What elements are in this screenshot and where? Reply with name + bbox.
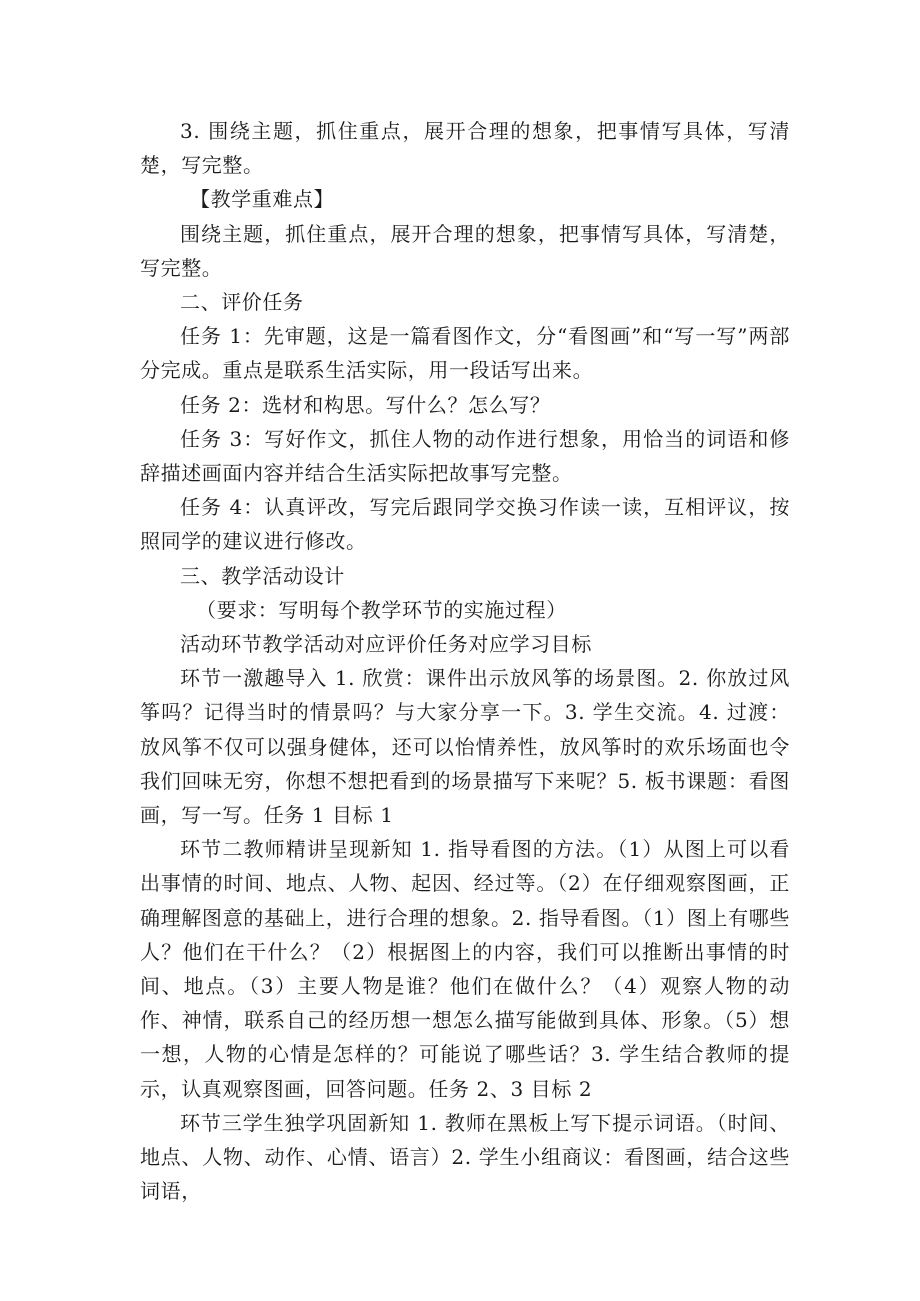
section-3-heading: 三、教学活动设计 (180, 563, 345, 588)
activity-table-header: 活动环节教学活动对应评价任务对应学习目标 (180, 632, 592, 657)
section-2-heading: 二、评价任务 (180, 290, 304, 315)
document-body (140, 114, 790, 1209)
teaching-key-difficulty-heading: 【教学重难点】 (190, 187, 335, 212)
task-2-paragraph: 任务 2：选材和构思。写什么？怎么写？ (180, 392, 551, 417)
activity-step-1-paragraph: 环节一激趣导入 1. 欣赏：课件出示放风筝的场景图。2. 你放过风筝吗？记得当时的情景吗？与大家分享一下。3. 学生交流。4. 过渡：放风筝不仅可以强身健体，还可以怡情养性，放风筝时的欢乐场面也令我们回味无穷，你想不想把看到的场景描写下来呢？5. 板书课题：看图画，写一写。任务 1 目标 1 (140, 666, 790, 828)
requirement-note: （要求：写明每个教学环节的实施过程） (196, 597, 567, 622)
activity-step-3-paragraph: 环节三学生独学巩固新知 1. 教师在黑板上写下提示词语。（时间、地点、人物、动作、心情、语言）2. 学生小组商议：看图画，结合这些词语， (140, 1110, 790, 1204)
task-4-paragraph: 任务 4：认真评改，写完后跟同学交换习作读一读，互相评议，按照同学的建议进行修改。 (140, 495, 790, 554)
activity-step-2-paragraph: 环节二教师精讲呈现新知 1. 指导看图的方法。（1）从图上可以看出事情的时间、地点、人物、起因、经过等。（2）在仔细观察图画，正确理解图意的基础上，进行合理的想象。2. 指导看图。（1）图上有哪些人？他们在干什么？（2）根据图上的内容，我们可以推断出事情的时间、地点。（3）主要人物是谁？他们在做什么？（4）观察人物的动作、神情，联系自己的经历想一想怎么描写能做到具体、形象。（5）想一想，人物的心情是怎样的？可能说了哪些话？3. 学生结合教师的提示，认真观察图画，回答问题。任务 2、3 目标 2 (140, 837, 790, 1101)
task-1-paragraph: 任务 1：先审题，这是一篇看图作文，分“看图画”和“写一写”两部分完成。重点是联系生活实际，用一段话写出来。 (140, 324, 790, 383)
teaching-key-difficulty-paragraph: 围绕主题，抓住重点，展开合理的想象，把事情写具体，写清楚，写完整。 (140, 221, 790, 280)
task-3-paragraph: 任务 3：写好作文，抓住人物的动作进行想象，用恰当的词语和修辞描述画面内容并结合生活实际把故事写完整。 (140, 426, 790, 486)
objective-3-paragraph: 3. 围绕主题，抓住重点，展开合理的想象，把事情写具体，写清楚，写完整。 (140, 119, 790, 178)
